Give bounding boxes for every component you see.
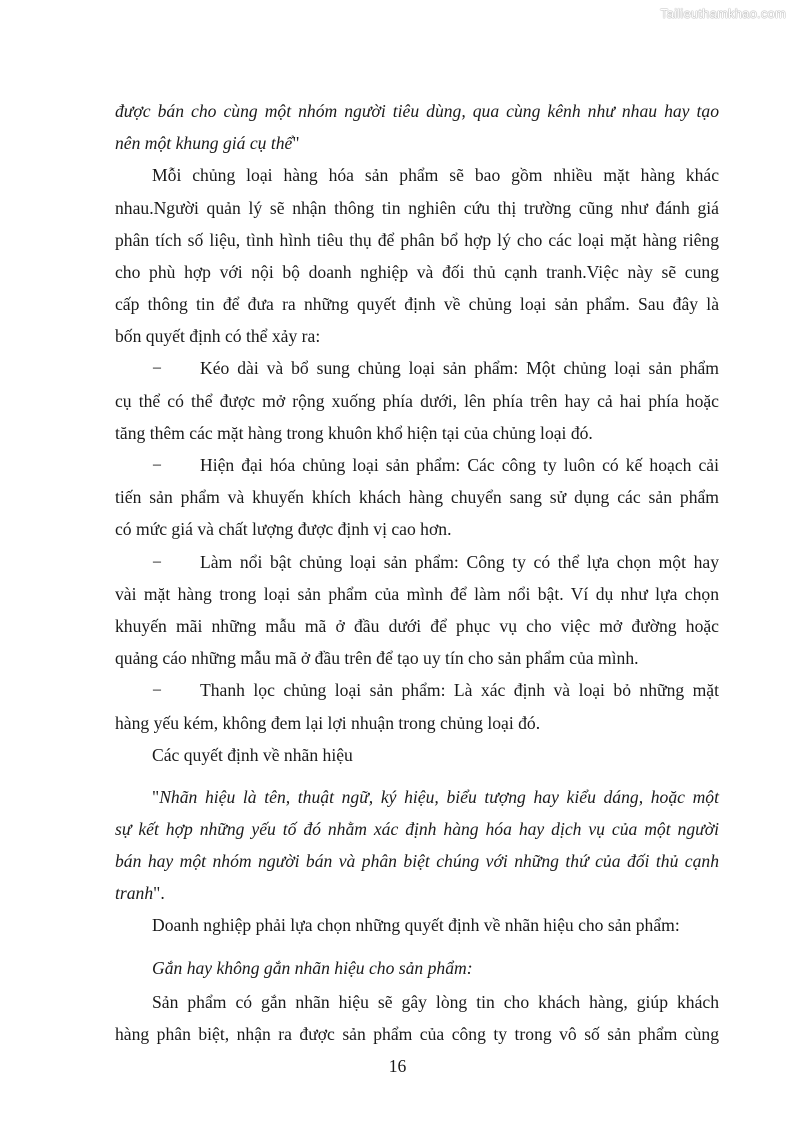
text-line: quảng cáo những mẫu mã ở đầu trên để tạo uy tín cho sản phẩm của mình. (115, 648, 639, 668)
text-line: cấp thông tin để đưa ra những quyết định về chủng loại sản phẩm. Sau đây là (115, 294, 719, 314)
text-line: bốn quyết định có thể xảy ra: (115, 326, 321, 346)
text-line: tăng thêm các mặt hàng trong khuôn khổ hiện tại của chủng loại đó. (115, 423, 593, 443)
text-line: Hiện đại hóa chủng loại sản phẩm: Các công ty luôn có kế hoạch cải (200, 455, 719, 475)
text-line: Doanh nghiệp phải lựa chọn những quyết định về nhãn hiệu cho sản phẩm: (152, 915, 680, 935)
text-line: phân tích số liệu, tình hình tiêu thụ để phân bổ hợp lý cho các loại mặt hàng riêng (115, 230, 719, 250)
quote-mark: " (292, 133, 300, 153)
quote-mark: " (152, 787, 160, 807)
text-line: nhau.Người quản lý sẽ nhận thông tin nghiên cứu thị trường cũng như đánh giá (115, 198, 719, 218)
text-line (115, 132, 719, 154)
text-line: hàng yếu kém, không đem lại lợi nhuận trong chủng loại đó. (115, 713, 541, 733)
text-line: Mỗi chủng loại hàng hóa sản phẩm sẽ bao gồm nhiều mặt hàng khác (152, 165, 719, 185)
text-line: vài mặt hàng trong loại sản phẩm của mình để làm nổi bật. Ví dụ như lựa chọn (115, 584, 719, 604)
quote-mark: ". (153, 883, 165, 903)
text-line: khuyến mãi những mẫu mã ở đầu dưới để phục vụ cho việc mở đường hoặc (115, 616, 719, 636)
text-line: có mức giá và chất lượng được định vị cao hơn. (115, 519, 452, 539)
page-number: 16 (388, 1056, 407, 1076)
bullet-dash: − (152, 552, 162, 572)
text-line: cho phù hợp với nội bộ doanh nghiệp và đối thủ cạnh tranh.Việc này sẽ cung (115, 262, 719, 282)
bullet-dash: − (152, 680, 162, 700)
bullet-dash: − (152, 358, 162, 378)
text-line: được bán cho cùng một nhóm người tiêu dùng, qua cùng kênh như nhau hay tạo (115, 101, 719, 121)
text-span: tranh (115, 883, 154, 903)
bullet-dash: − (152, 455, 162, 475)
watermark: Tailieuthamkhao.com (660, 6, 786, 21)
text-span: Nhãn hiệu là tên, thuật ngữ, ký hiệu, biểu tượng hay kiểu dáng, hoặc một (159, 787, 719, 807)
text-line: bán hay một nhóm người bán và phân biệt chúng với những thứ của đối thủ cạnh (115, 851, 719, 871)
text-line (152, 786, 719, 808)
section-heading: Các quyết định về nhãn hiệu (152, 745, 353, 765)
text-line: Làm nổi bật chủng loại sản phẩm: Công ty có thể lựa chọn một hay (200, 552, 719, 572)
text-line: tiến sản phẩm và khuyến khích khách hàng chuyển sang sử dụng các sản phẩm (115, 487, 719, 507)
text-line: Thanh lọc chủng loại sản phẩm: Là xác định và loại bỏ những mặt (200, 680, 719, 700)
text-line: Kéo dài và bổ sung chủng loại sản phẩm: Một chủng loại sản phẩm (200, 358, 719, 378)
text-line: sự kết hợp những yếu tố đó nhằm xác định hàng hóa hay dịch vụ của một người (115, 819, 719, 839)
subheading: Gắn hay không gắn nhãn hiệu cho sản phẩm: (152, 958, 473, 978)
text-line (115, 882, 719, 904)
text-line: Sản phẩm có gắn nhãn hiệu sẽ gây lòng tin cho khách hàng, giúp khách (152, 992, 719, 1012)
text-line: cụ thể có thể được mở rộng xuống phía dưới, lên phía trên hay cả hai phía hoặc (115, 391, 719, 411)
text-span: nên một khung giá cụ thể (115, 133, 293, 153)
text-line: hàng phân biệt, nhận ra được sản phẩm của công ty trong vô số sản phẩm cùng (115, 1024, 719, 1044)
